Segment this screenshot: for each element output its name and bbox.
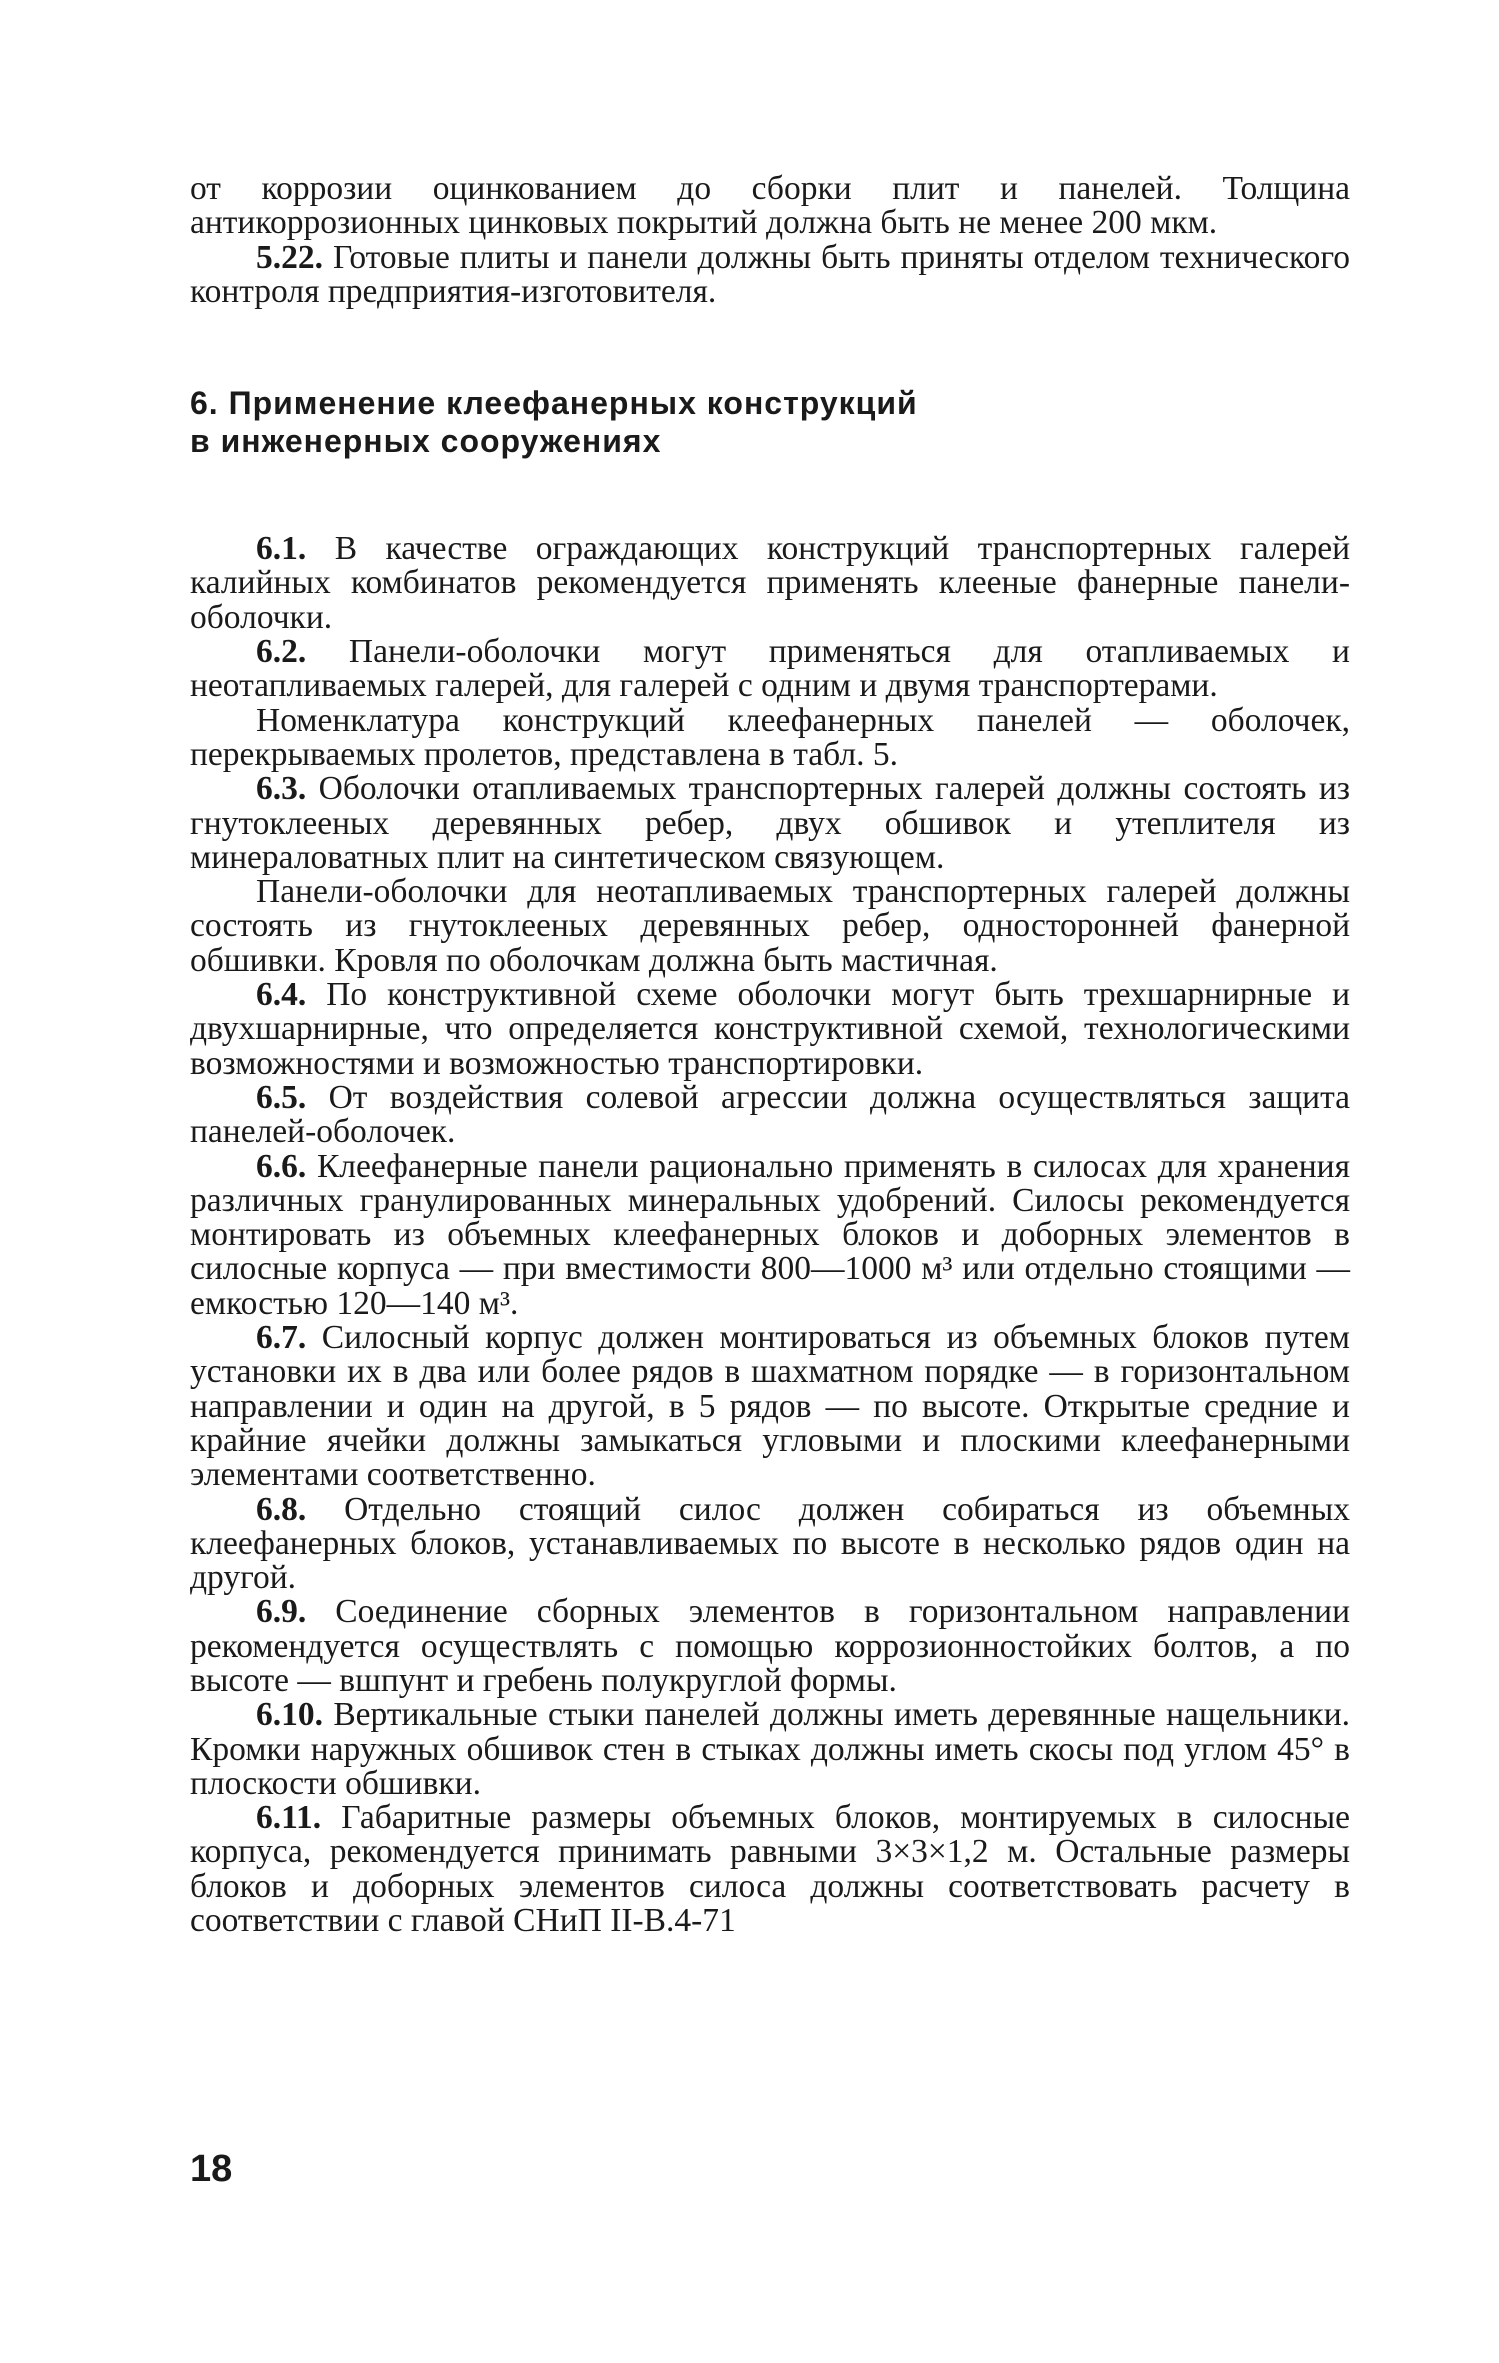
paragraph-nomenclature — [190, 701, 1350, 773]
paragraph-6-9 — [190, 1595, 1350, 1698]
paragraph-6-3 — [190, 772, 1350, 875]
paragraph-text: Номенклатура конструкций клеефанерных панелей — оболочек, перекрываемых пролетов, представлена в табл. 5. — [190, 701, 1350, 773]
paragraph-text: Соединение сборных элементов в горизонтальном направлении рекомендуется осуществлять с помощью коррозионностойких болтов, а по высоте — вшпунт и гребень полукруглой формы. — [190, 1593, 1350, 1699]
paragraph-number: 6.11. — [256, 1799, 322, 1837]
paragraph-unheated-galleries — [190, 875, 1350, 978]
section-heading-line-1: 6. Применение клеефанерных конструкций — [190, 385, 918, 422]
paragraph-number: 6.3. — [256, 770, 307, 808]
paragraph-number: 6.7. — [256, 1319, 307, 1357]
paragraph-text: Габаритные размеры объемных блоков, монтируемых в силосные корпуса, рекомендуется принимать равными 3×3×1,2 м. Остальные размеры блоков и доборных элементов силоса должны соответствовать расчету в соответствии с главой СНиП II-В.4-71 — [190, 1799, 1350, 1940]
paragraph-number: 6.9. — [256, 1593, 307, 1631]
paragraph-6-6 — [190, 1147, 1350, 1322]
paragraph-6-5 — [190, 1078, 1350, 1151]
paragraph-6-7 — [190, 1321, 1350, 1492]
page-number: 18 — [190, 2148, 233, 2190]
paragraph-6-10 — [190, 1698, 1350, 1801]
section-heading-line-2: в инженерных сооружениях — [190, 423, 662, 460]
paragraph-number: 6.8. — [256, 1490, 307, 1528]
paragraph-text: По конструктивной схеме оболочки могут быть трехшарнирные и двухшарнирные, что определяется конструктивной схемой, технологическими возможностями и возможностью транспортировки. — [190, 976, 1350, 1082]
paragraph-6-2 — [190, 635, 1350, 704]
paragraph-text: Клеефанерные панели рационально применять в силосах для хранения различных гранулированных минеральных удобрений. Силосы рекомендуется монтировать из объемных клеефанерных блоков и доборных элементов в силосные корпуса — при вместимости 800—1000 м³ или отдельно стоящими — емкостью 120—140 м³. — [190, 1147, 1350, 1322]
paragraph-6-4 — [190, 978, 1350, 1081]
page-body — [190, 172, 1350, 1938]
paragraph-number: 6.5. — [256, 1078, 307, 1116]
paragraph-6-11 — [190, 1801, 1350, 1938]
paragraph-number: 6.6. — [256, 1147, 307, 1185]
paragraph-number: 6.2. — [256, 633, 307, 671]
paragraph-text: от коррозии оцинкованием до сборки плит и панелей. Толщина антикоррозионных цинковых покрытий должна быть не менее 200 мкм. — [190, 170, 1350, 242]
paragraph-text: В качестве ограждающих конструкций транспортерных галерей калийных комбинатов рекомендуется применять клееные фанерные панели-оболочки. — [190, 530, 1350, 636]
paragraph-text: Вертикальные стыки панелей должны иметь деревянные нащельники. Кромки наружных обшивок стен в стыках должны иметь скосы под углом 45° в плоскости обшивки. — [190, 1696, 1350, 1802]
paragraph-text: Панели-оболочки могут применяться для отапливаемых и неотапливаемых галерей, для галерей с одним и двумя транспортерами. — [190, 633, 1350, 705]
paragraph-text: Силосный корпус должен монтироваться из объемных блоков путем установки их в два или более рядов в шахматном порядке — в горизонтальном направлении и один на другой, в 5 рядов — по высоте. Открытые средние и крайние ячейки должны замыкаться угловыми и плоскими клеефанерными элементами соответственно. — [190, 1319, 1350, 1494]
paragraph-number: 6.10. — [256, 1696, 323, 1734]
paragraph-number: 5.22. — [256, 238, 323, 276]
paragraph-text: От воздействия солевой агрессии должна осуществляться защита панелей-оболочек. — [190, 1078, 1350, 1151]
paragraph-text: Отдельно стоящий силос должен собираться из объемных клеефанерных блоков, устанавливаемых по высоте в несколько рядов один на другой. — [190, 1490, 1350, 1597]
paragraph-5-22 — [190, 238, 1350, 310]
section-heading — [190, 384, 970, 460]
paragraph-6-1 — [190, 532, 1350, 635]
paragraph-text: Панели-оболочки для неотапливаемых транспортерных галерей должны состоять из гнутоклееных деревянных ребер, односторонней фанерной обшивки. Кровля по оболочкам должна быть мастичная. — [190, 873, 1350, 979]
paragraph-text: Готовые плиты и панели должны быть приняты отделом технического контроля предприятия-изготовителя. — [190, 238, 1350, 310]
paragraph-number: 6.1. — [256, 530, 307, 568]
paragraph-text: Оболочки отапливаемых транспортерных галерей должны состоять из гнутоклееных деревянных ребер, двух обшивок и утеплителя из минераловатных плит на синтетическом связующем. — [190, 770, 1350, 876]
section-body — [190, 532, 1350, 1938]
paragraph-number: 6.4. — [256, 976, 307, 1014]
paragraph-6-8 — [190, 1490, 1350, 1597]
intro-paragraph — [190, 172, 1350, 241]
